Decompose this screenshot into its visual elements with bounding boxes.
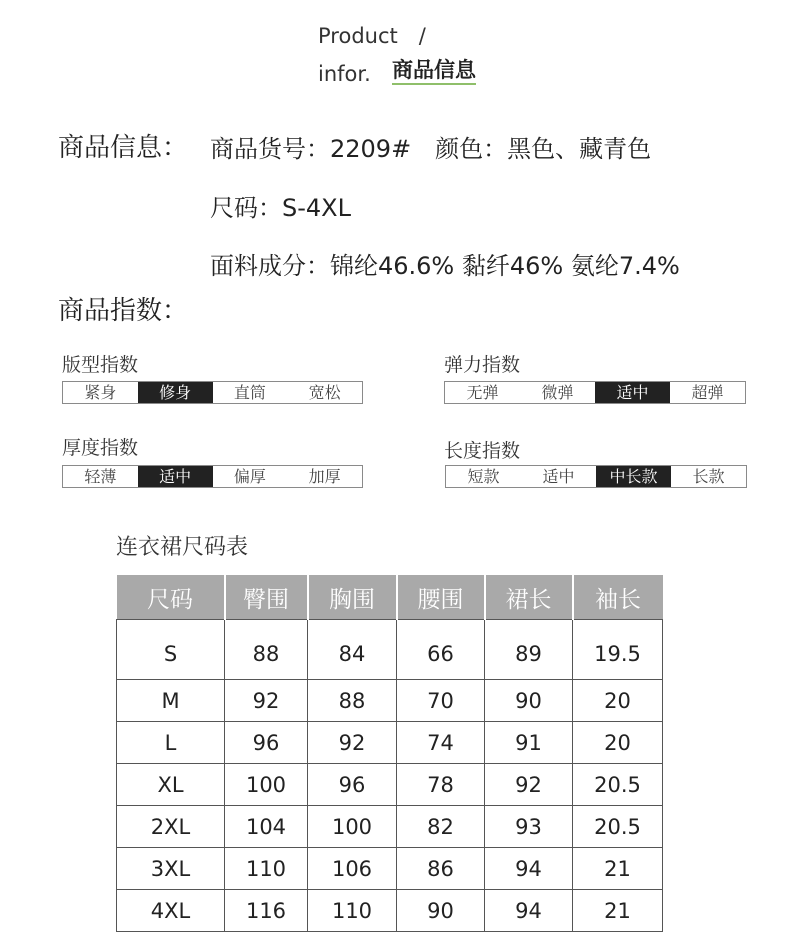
scale-option-selected: 适中 <box>595 382 670 403</box>
cell: 20.5 <box>573 764 663 806</box>
cell: 78 <box>397 764 485 806</box>
fit-index-scale <box>62 381 363 404</box>
cell: 19.5 <box>573 620 663 680</box>
size-table-title: 连衣裙尺码表 <box>116 535 249 560</box>
cell: 116 <box>225 890 308 932</box>
scale-option: 适中 <box>542 467 575 486</box>
cell: L <box>117 722 225 764</box>
cell: 66 <box>397 620 485 680</box>
cell: 88 <box>225 620 308 680</box>
scale-option: 无弹 <box>466 383 499 402</box>
table-row <box>117 890 663 932</box>
cell: 96 <box>308 764 397 806</box>
thickness-index-title: 厚度指数 <box>62 437 139 459</box>
scale-option: 微弹 <box>541 383 574 402</box>
table-row <box>117 806 663 848</box>
scale-option: 短款 <box>467 467 500 486</box>
cell: 106 <box>308 848 397 890</box>
table-row <box>117 764 663 806</box>
cell: 110 <box>308 890 397 932</box>
cell: 100 <box>225 764 308 806</box>
cell: 100 <box>308 806 397 848</box>
thickness-index-scale <box>62 465 363 488</box>
cell: 20 <box>573 680 663 722</box>
header-hip: 臀围 <box>225 575 308 620</box>
scale-option: 偏厚 <box>233 467 266 486</box>
cell: 110 <box>225 848 308 890</box>
length-index-scale <box>445 465 747 488</box>
cell: 96 <box>225 722 308 764</box>
product-index-label: 商品指数： <box>58 296 189 326</box>
cell: 20.5 <box>573 806 663 848</box>
header-en-line1: Product / <box>318 24 426 48</box>
info-size-range: 尺码：S-4XL <box>210 194 351 222</box>
table-row <box>117 680 663 722</box>
size-table-header-row <box>117 575 663 620</box>
cell: 104 <box>225 806 308 848</box>
size-table <box>116 575 663 932</box>
scale-option-selected: 修身 <box>138 382 213 403</box>
cell: 84 <box>308 620 397 680</box>
cell: 3XL <box>117 848 225 890</box>
cell: XL <box>117 764 225 806</box>
cell: 82 <box>397 806 485 848</box>
cell: 89 <box>485 620 573 680</box>
header-cn-title: 商品信息 <box>392 57 476 85</box>
scale-option: 宽松 <box>308 383 341 402</box>
info-sku-color: 商品货号：2209# 颜色：黑色、藏青色 <box>210 135 652 163</box>
fit-index-title: 版型指数 <box>62 354 139 376</box>
header-en-line2: infor. <box>318 62 371 86</box>
cell: 91 <box>485 722 573 764</box>
cell: 92 <box>308 722 397 764</box>
product-info-label: 商品信息： <box>58 133 189 163</box>
cell: 70 <box>397 680 485 722</box>
cell: 90 <box>397 890 485 932</box>
header-size: 尺码 <box>117 575 225 620</box>
cell: 94 <box>485 848 573 890</box>
scale-option: 长款 <box>692 467 725 486</box>
table-row <box>117 722 663 764</box>
cell: 74 <box>397 722 485 764</box>
elasticity-index-title: 弹力指数 <box>444 354 521 376</box>
header-bust: 胸围 <box>308 575 397 620</box>
cell: 21 <box>573 848 663 890</box>
cell: 20 <box>573 722 663 764</box>
cell: 92 <box>225 680 308 722</box>
table-row <box>117 620 663 680</box>
table-row <box>117 848 663 890</box>
scale-option-selected: 适中 <box>138 466 213 487</box>
cell: 4XL <box>117 890 225 932</box>
cell: 94 <box>485 890 573 932</box>
cell: 88 <box>308 680 397 722</box>
cell: S <box>117 620 225 680</box>
cell: 90 <box>485 680 573 722</box>
cell: 2XL <box>117 806 225 848</box>
header-sleeve-length: 袖长 <box>573 575 663 620</box>
scale-option: 轻薄 <box>84 467 117 486</box>
scale-option: 紧身 <box>84 383 117 402</box>
header-dress-length: 裙长 <box>485 575 573 620</box>
cell: M <box>117 680 225 722</box>
info-fabric: 面料成分：锦纶46.6% 黏纤46% 氨纶7.4% <box>210 252 680 280</box>
cell: 92 <box>485 764 573 806</box>
cell: 21 <box>573 890 663 932</box>
cell: 86 <box>397 848 485 890</box>
cell: 93 <box>485 806 573 848</box>
header-waist: 腰围 <box>397 575 485 620</box>
scale-option: 直筒 <box>233 383 266 402</box>
elasticity-index-scale <box>444 381 746 404</box>
scale-option: 加厚 <box>308 467 341 486</box>
scale-option-selected: 中长款 <box>596 466 671 487</box>
scale-option: 超弹 <box>691 383 724 402</box>
length-index-title: 长度指数 <box>444 440 521 462</box>
